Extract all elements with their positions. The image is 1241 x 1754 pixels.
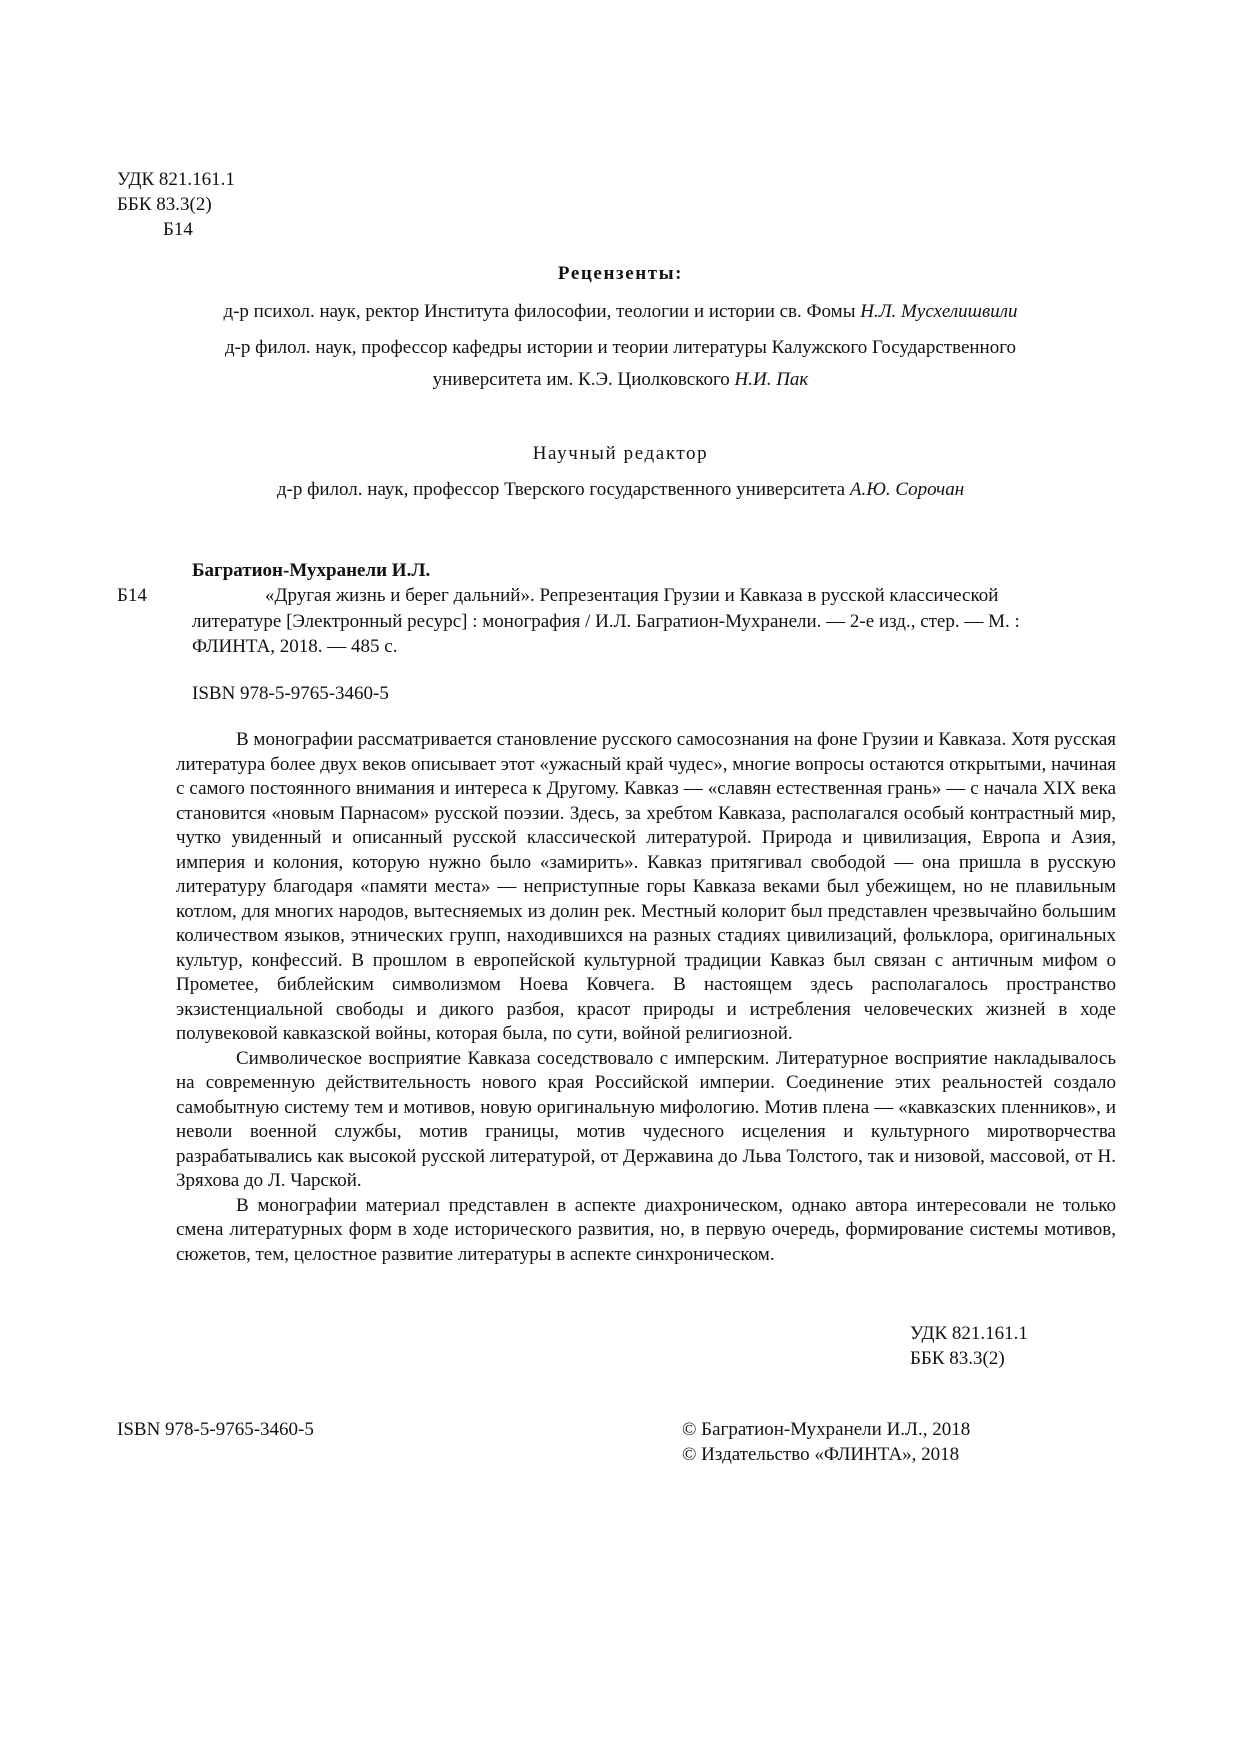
annotation-paragraph-1: В монографии рассматривается становление русского самосознания на фоне Грузии и Кавказа. Хотя русская литература более двух веков описывает этот «ужасный край чудес», многие вопросы остаются открытыми, начиная с самого постоянного внимания и интереса к Другому. Кавказ — «славян естественная грань» — с начала XIX века становится «новым Парнасом» русской поэзии. Здесь, за хребтом Кавказа, располагался особый контрастный мир, чутко увиденный и описанный русской классической литературой. Природа и цивилизация, Европа и Азия, империя и колония, которую нужно было «замирить». Кавказ притягивал свободой — она пришла в русскую литературу благодаря «памяти места» — неприступные горы Кавказа веками был убежищем, но не плавильным котлом, для многих народов, вытесняемых из долин рек. Местный колорит был представлен чрезвычайно большим количеством языков, этнических групп, находившихся на разных стадиях цивилизаций, фольклора, оригинальных культур, конфессий. В прошлом в европейской культурной традиции Кавказ был связан с античным мифом о Прометее, библейским символизмом Ноева Ковчега. В настоящем здесь располагалось пространство экзистенциальной свободы и дикого разбоя, красот природы и истребления человеческих жизней в ходе полувековой кавказской войны, которая была, по сути, войной религиозной. [176, 729, 1117, 1044]
editor-name: А.Ю. Сорочан [849, 479, 965, 500]
reviewers-heading: Рецензенты: [557, 263, 684, 284]
bbk-code: ББК 83.3(2) [117, 194, 212, 215]
reviewer-2-affiliation: университета им. К.Э. Циолковского [432, 369, 735, 390]
bib-author-mark: Б14 [117, 585, 147, 606]
bib-line-2: литературе [Электронный ресурс] : монография / И.Л. Багратион-Мухранели. — 2-е изд., стер. — М. : [192, 611, 1020, 632]
editor-heading: Научный редактор [532, 443, 709, 464]
reviewer-2-line-2 [0, 368, 1241, 392]
bib-line-3: ФЛИНТА, 2018. — 485 с. [192, 636, 398, 657]
bib-author-heading: Багратион-Мухранели И.Л. [192, 560, 431, 581]
reviewer-1 [0, 300, 1241, 324]
udk-code: УДК 821.161.1 [117, 169, 235, 190]
reviewer-2-name: Н.И. Пак [734, 369, 809, 390]
author-mark: Б14 [163, 219, 193, 240]
reviewer-2-line-1: д-р филол. наук, профессор кафедры истории и теории литературы Калужского Государственного [224, 337, 1017, 358]
copyright-author: © Багратион-Мухранели И.Л., 2018 [682, 1419, 971, 1440]
footer-bbk: ББК 83.3(2) [910, 1348, 1005, 1369]
footer-udk: УДК 821.161.1 [910, 1323, 1028, 1344]
editor-line [0, 478, 1241, 502]
annotation-paragraph-3: В монографии материал представлен в аспекте диахроническом, однако автора интересовали не только смена литературных форм в ходе исторического развития, но, в первую очередь, формирование системы мотивов, сюжетов, тем, целостное развитие литературы в аспекте синхроническом. [176, 1194, 1116, 1265]
editor-credentials: д-р филол. наук, профессор Тверского государственного университета [276, 479, 850, 500]
footer-isbn: ISBN 978-5-9765-3460-5 [117, 1419, 314, 1440]
bib-isbn: ISBN 978-5-9765-3460-5 [192, 683, 389, 704]
reviewer-1-name: Н.Л. Мусхелишвили [860, 301, 1018, 322]
annotation [176, 728, 1116, 1267]
reviewer-1-credentials: д-р психол. наук, ректор Института философии, теологии и истории св. Фомы [223, 301, 861, 322]
bib-line-1: «Другая жизнь и берег дальний». Репрезентация Грузии и Кавказа в русской классической [265, 585, 999, 606]
copyright-publisher: © Издательство «ФЛИНТА», 2018 [682, 1444, 960, 1465]
annotation-paragraph-2: Символическое восприятие Кавказа соседствовало с имперским. Литературное восприятие накладывалось на современную действительность нового края Российской империи. Соединение этих реальностей создало самобытную систему тем и мотивов, новую оригинальную мифологию. Мотив плена — «кавказских пленников», и неволи военной службы, мотив границы, мотив чудесного исцеления и культурного миротворчества разрабатывались как высокой русской литературой, от Державина до Льва Толстого, так и низовой, массовой, от Н. Зряхова до Л. Чарской. [176, 1047, 1116, 1191]
